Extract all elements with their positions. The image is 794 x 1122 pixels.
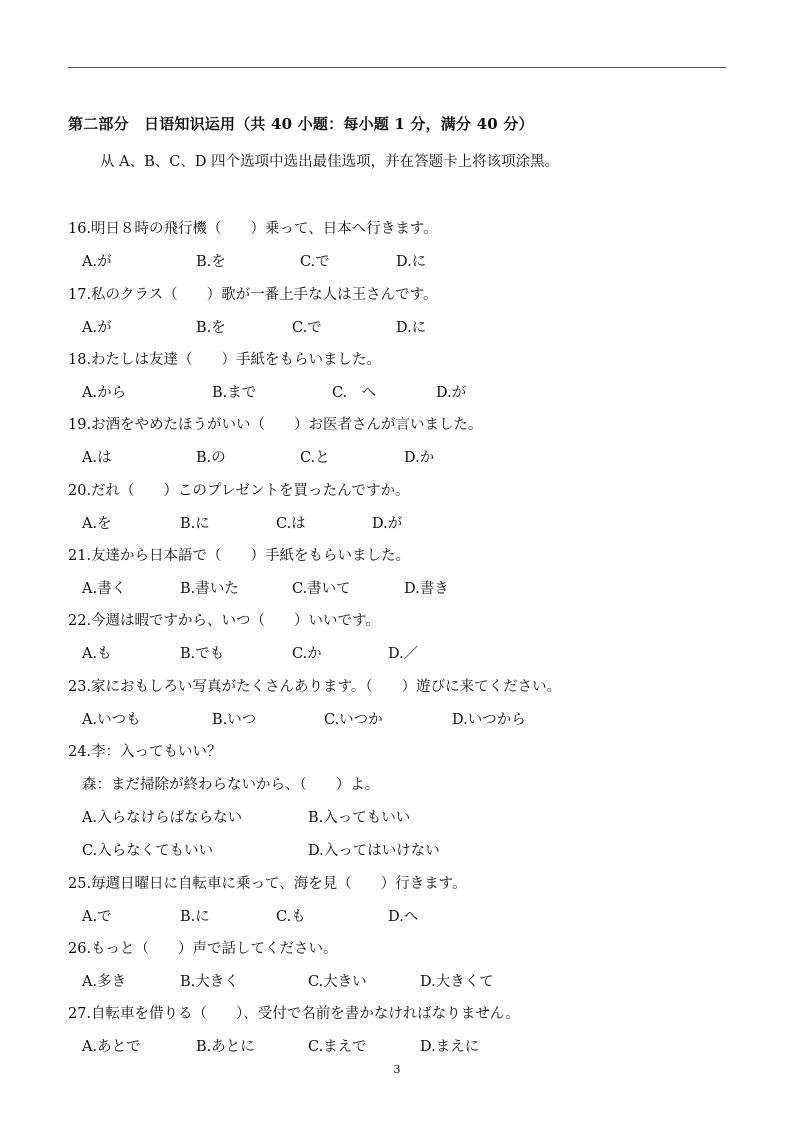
answer-option: B.を — [196, 254, 226, 270]
answer-option: D.書き — [404, 581, 449, 597]
answer-option: D.大きくて — [420, 974, 494, 990]
answer-option: D.か — [404, 450, 435, 466]
question-text: 27.自転車を借りる（ ）、受付で名前を書かなければなりません。 — [68, 1006, 520, 1022]
question-text: 19.お酒をやめたほうがいい（ ）お医者さんが言いました。 — [68, 417, 483, 433]
answer-option: B.いつ — [212, 712, 257, 728]
answer-option: D.が — [372, 516, 403, 532]
answer-option: D.が — [436, 385, 467, 401]
answer-option: D.／ — [388, 646, 419, 662]
answer-option: C.書いて — [292, 581, 351, 597]
answer-option: D.に — [396, 320, 427, 336]
answer-option: C.いつか — [324, 712, 383, 728]
answer-option: A.が — [82, 320, 112, 336]
section-instruction: 从 A、B、C、D 四个选项中选出最佳选项，并在答题卡上将该项涂黑。 — [100, 154, 560, 170]
question-text: 24.李：入ってもいい？ — [68, 744, 222, 760]
answer-option: B.あとに — [196, 1039, 255, 1055]
answer-option: D.まえに — [420, 1039, 480, 1055]
answer-option: C.まえで — [308, 1039, 367, 1055]
answer-option: A.を — [82, 516, 112, 532]
answer-option: B.に — [180, 516, 210, 532]
answer-option: A.入らなけらばならない — [82, 810, 243, 826]
question-text-continued: 森：まだ掃除が終わらないから、（ ）よ。 — [82, 777, 380, 793]
answer-option: A.書く — [82, 581, 127, 597]
answer-option: D.へ — [388, 909, 419, 925]
answer-option: B.まで — [212, 385, 257, 401]
answer-option: B.の — [196, 450, 226, 466]
answer-option: A.が — [82, 254, 112, 270]
question-text: 25.毎週日曜日に自転車に乗って、海を見（ ）行きます。 — [68, 876, 467, 892]
answer-option: C.で — [292, 320, 322, 336]
question-text: 16.明日８時の飛行機（ ）乗って、日本へ行きます。 — [68, 221, 438, 237]
answer-option: C.と — [300, 450, 330, 466]
answer-option: B.に — [180, 909, 210, 925]
answer-option: B.入ってもいい — [308, 810, 411, 826]
question-text: 26.もっと（ ）声で話してください。 — [68, 941, 338, 957]
answer-option: A.は — [82, 450, 112, 466]
header-rule — [68, 67, 726, 68]
question-text: 22.今週は暇ですから、いつ（ ）いいです。 — [68, 613, 380, 629]
question-text: 17.私のクラス（ ）歌が一番上手な人は王さんです。 — [68, 287, 438, 303]
answer-option: A.多き — [82, 974, 127, 990]
answer-option: C.も — [276, 909, 306, 925]
answer-option: A.も — [82, 646, 112, 662]
answer-option: C. へ — [332, 385, 377, 401]
answer-option: B.を — [196, 320, 226, 336]
question-text: 23.家におもしろい写真がたくさんあります。（ ）遊びに来てください。 — [68, 679, 562, 695]
answer-option: B.書いた — [180, 581, 239, 597]
section-title: 第二部分 日语知识运用（共 40 小题：每小题 1 分，满分 40 分） — [68, 115, 534, 133]
answer-option: C.は — [276, 516, 306, 532]
question-text: 18.わたしは友達（ ）手紙をもらいました。 — [68, 352, 382, 368]
answer-option: C.大きい — [308, 974, 367, 990]
answer-option: A.あとで — [82, 1039, 141, 1055]
question-text: 20.だれ（ ）このプレゼントを買ったんですか。 — [68, 483, 410, 499]
answer-option: D.いつから — [452, 712, 526, 728]
question-text: 21.友達から日本語で（ ）手紙をもらいました。 — [68, 548, 411, 564]
page-number: 3 — [393, 1063, 401, 1076]
answer-option: A.いつも — [82, 712, 141, 728]
answer-option: D.入ってはいけない — [308, 843, 440, 859]
answer-option: C.で — [300, 254, 330, 270]
answer-option: A.で — [82, 909, 112, 925]
answer-option: B.でも — [180, 646, 225, 662]
answer-option: D.に — [396, 254, 427, 270]
answer-option: B.大きく — [180, 974, 239, 990]
answer-option: C.か — [292, 646, 322, 662]
answer-option: C.入らなくてもいい — [82, 843, 214, 859]
answer-option: A.から — [82, 385, 127, 401]
